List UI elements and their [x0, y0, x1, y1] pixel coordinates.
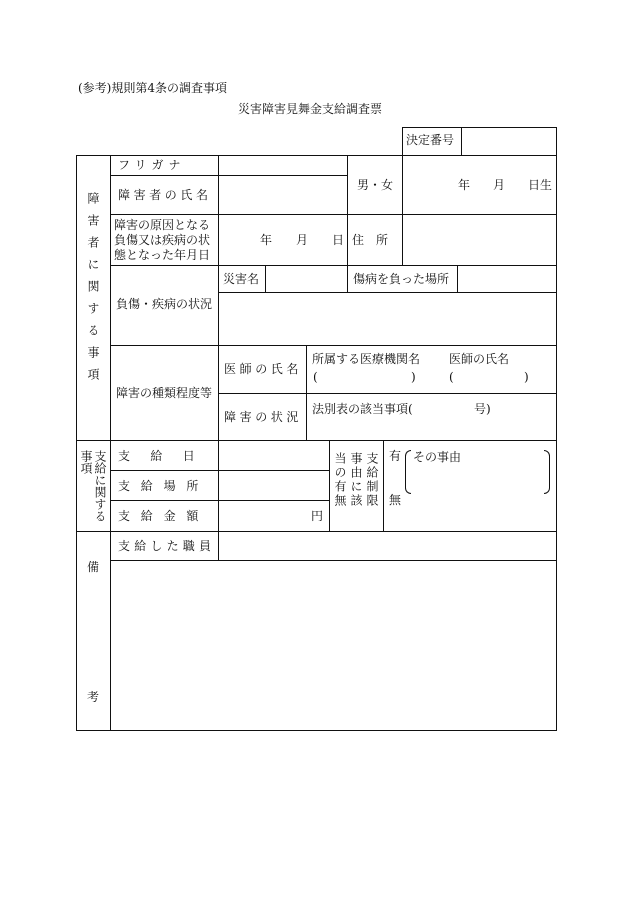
payment-date-field[interactable] [219, 441, 328, 469]
name-label: 障害者の氏名 [118, 188, 212, 202]
birth-month-label: 月 [493, 178, 506, 192]
payment-amount-label: 支給金額 [118, 509, 210, 523]
reason-field[interactable] [412, 466, 542, 490]
payment-section-label [79, 450, 109, 522]
furigana-label: フリガナ [118, 158, 186, 172]
remarks-label-bottom: 考 [87, 690, 100, 704]
staff-label: 支給した職員 [118, 539, 216, 553]
restriction-text: 支給制限事由に該当の有無 [333, 452, 379, 508]
disability-type-label: 障害の種類程度等 [116, 386, 213, 400]
name-field[interactable] [219, 176, 346, 213]
person-section-text: 障害者に関する事項 [86, 192, 100, 390]
payment-date-label: 支給日 [118, 449, 216, 463]
reference-note: (参考)規則第4条の調査事項 [78, 81, 227, 95]
remarks-field[interactable] [111, 561, 555, 729]
doctor-label: 医師の氏名 [224, 362, 303, 376]
cause-year-label: 年 [260, 233, 273, 247]
cause-month-label: 月 [296, 233, 309, 247]
person-section-label [82, 192, 104, 390]
furigana-field[interactable] [219, 156, 346, 174]
paren-open-2: ( [449, 370, 454, 384]
reason-bracket-left [405, 450, 411, 494]
form-title: 災害障害見舞金支給調査票 [238, 102, 383, 116]
paren-open-1: ( [313, 370, 318, 384]
address-field[interactable] [403, 215, 555, 264]
table-item-suffix: 号) [474, 402, 491, 416]
decision-number-label: 決定番号 [406, 133, 455, 147]
payment-section-text: 支給に関する事項 [79, 450, 107, 522]
sex-label[interactable]: 男・女 [357, 178, 394, 192]
disaster-name-field[interactable] [266, 266, 346, 291]
injury-status-field[interactable] [219, 293, 555, 344]
cause-label-line3: 態となった年月日 [114, 248, 211, 262]
paren-close-2: ) [524, 370, 529, 384]
injury-place-label: 傷病を負った場所 [353, 272, 450, 286]
birth-year-label: 年 [458, 178, 471, 192]
staff-field[interactable] [219, 532, 555, 559]
address-label: 住 所 [352, 233, 389, 247]
table-item-label: 法別表の該当事項( [312, 402, 413, 416]
disaster-name-label: 災害名 [223, 272, 260, 286]
payment-place-label: 支給場所 [118, 479, 210, 493]
disability-status-label: 障害の状況 [224, 410, 303, 424]
birth-day-label: 日生 [528, 178, 553, 192]
injury-place-field[interactable] [458, 266, 555, 291]
reason-label: その事由 [413, 450, 462, 464]
restriction-label [332, 452, 382, 524]
remarks-label-top: 備 [87, 560, 100, 574]
cause-day-label: 日 [332, 233, 345, 247]
amount-unit: 円 [311, 509, 324, 523]
restriction-yes[interactable]: 有 [389, 449, 402, 463]
reason-bracket-right [544, 450, 550, 494]
injury-label: 負傷・疾病の状況 [116, 297, 213, 311]
restriction-no[interactable]: 無 [389, 493, 402, 507]
cause-label-line1: 障害の原因となる [114, 218, 211, 232]
cause-label-line2: 負傷又は疾病の状 [114, 233, 211, 247]
institution-label: 所属する医療機関名 [312, 352, 421, 366]
paren-close-1: ) [411, 370, 416, 384]
payment-place-field[interactable] [219, 471, 328, 499]
doctor-name-label: 医師の氏名 [449, 352, 510, 366]
